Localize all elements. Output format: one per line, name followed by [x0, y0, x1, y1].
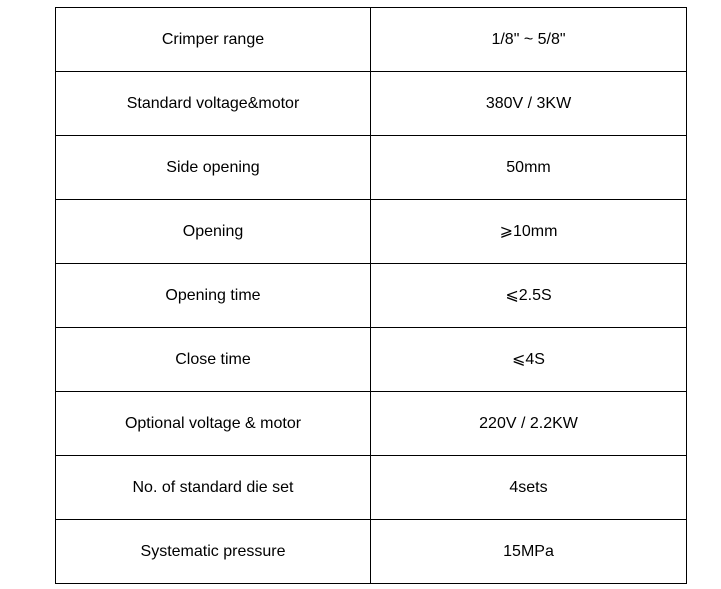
spec-value: ⩽4S — [371, 328, 687, 392]
spec-table — [55, 7, 687, 584]
spec-label: Standard voltage&motor — [56, 72, 371, 136]
table-row-opening-time — [56, 264, 687, 328]
spec-value: 380V / 3KW — [371, 72, 687, 136]
spec-value: ⩽2.5S — [371, 264, 687, 328]
table-row-optional-voltage-motor — [56, 392, 687, 456]
spec-label: Side opening — [56, 136, 371, 200]
spec-label: Close time — [56, 328, 371, 392]
spec-value: ⩾10mm — [371, 200, 687, 264]
spec-label: No. of standard die set — [56, 456, 371, 520]
spec-label: Optional voltage & motor — [56, 392, 371, 456]
spec-value: 15MPa — [371, 520, 687, 584]
spec-value: 4sets — [371, 456, 687, 520]
table-row-systematic-pressure — [56, 520, 687, 584]
table-row-crimper-range — [56, 8, 687, 72]
spec-value: 50mm — [371, 136, 687, 200]
spec-value: 1/8" ~ 5/8" — [371, 8, 687, 72]
table-row-side-opening — [56, 136, 687, 200]
table-row-opening — [56, 200, 687, 264]
spec-table-body — [56, 8, 687, 584]
table-row-standard-die-set — [56, 456, 687, 520]
spec-label: Systematic pressure — [56, 520, 371, 584]
table-row-close-time — [56, 328, 687, 392]
spec-value: 220V / 2.2KW — [371, 392, 687, 456]
spec-label: Opening time — [56, 264, 371, 328]
table-row-standard-voltage-motor — [56, 72, 687, 136]
spec-label: Crimper range — [56, 8, 371, 72]
spec-label: Opening — [56, 200, 371, 264]
